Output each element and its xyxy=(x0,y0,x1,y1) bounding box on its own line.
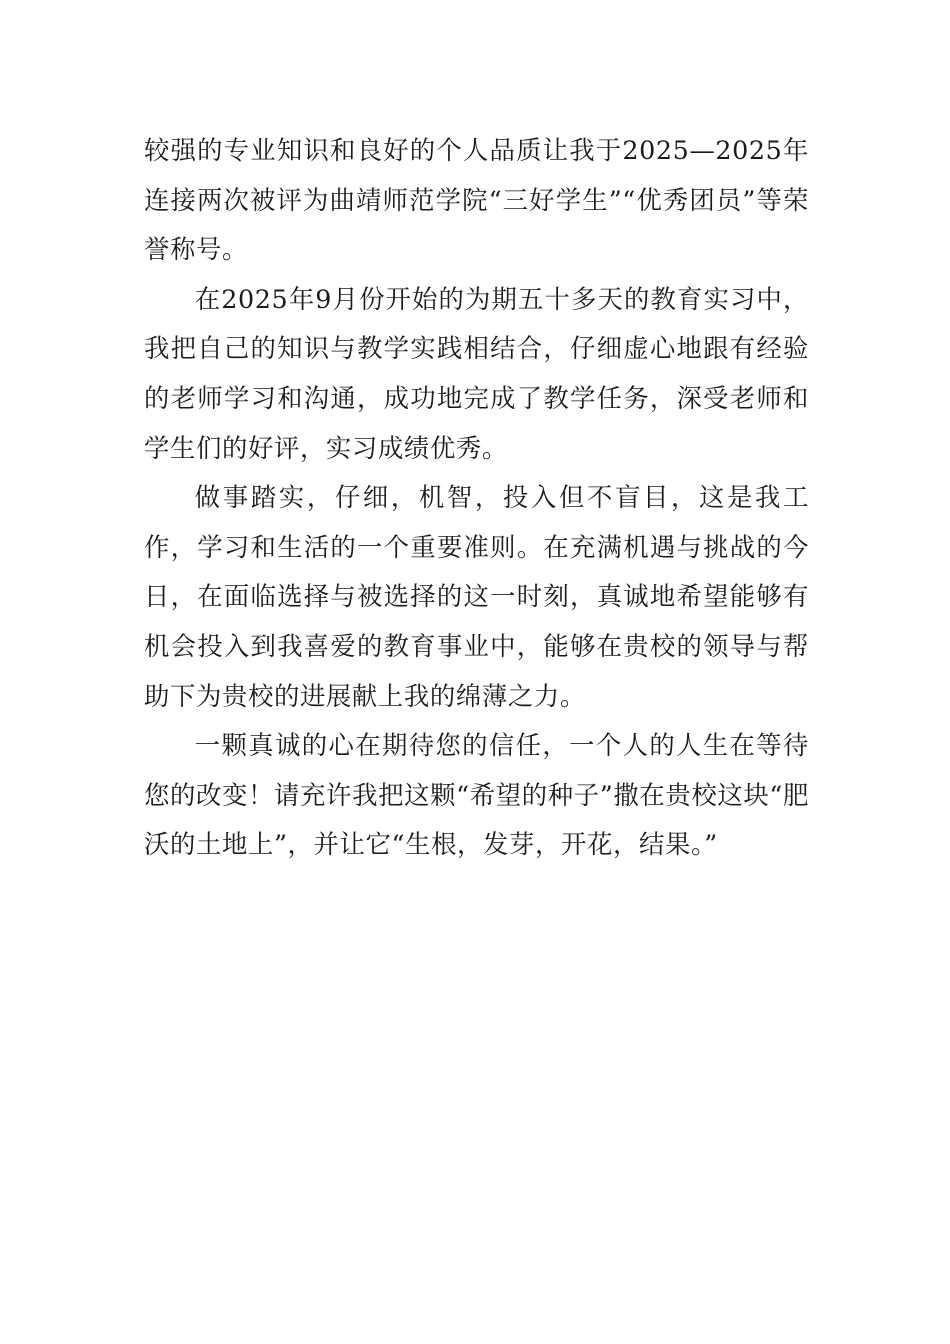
paragraph-1: 较强的专业知识和良好的个人品质让我于2025—2025年连接两次被评为曲靖师范学院“三好学生”“优秀团员”等荣誉称号。 xyxy=(144,135,809,265)
document-body xyxy=(144,126,809,870)
paragraph-3: 做事踏实，仔细，机智，投入但不盲目，这是我工作，学习和生活的一个重要准则。在充满机遇与挑战的今日，在面临选择与被选择的这一时刻，真诚地希望能够有机会投入到我喜爱的教育事业中，能够在贵校的领导与帮助下为贵校的进展献上我的绵薄之力。 xyxy=(144,482,809,711)
paragraph-4: 一颗真诚的心在期待您的信任，一个人的人生在等待您的改变！请充许我把这颗“希望的种子”撒在贵校这块“肥沃的土地上”，并让它“生根，发芽，开花，结果。” xyxy=(144,730,809,860)
paragraph-2: 在2025年9月份开始的为期五十多天的教育实习中，我把自己的知识与教学实践相结合，仔细虚心地跟有经验的老师学习和沟通，成功地完成了教学任务，深受老师和学生们的好评，实习成绩优秀。 xyxy=(144,283,809,463)
